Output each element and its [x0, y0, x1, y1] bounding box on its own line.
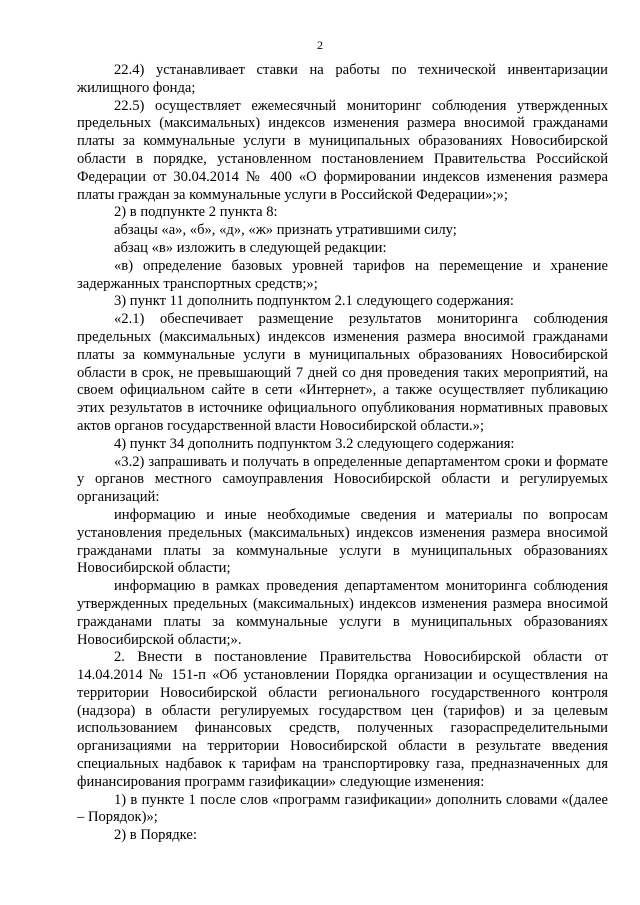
paragraph: 3) пункт 11 дополнить подпунктом 2.1 следующего содержания: — [114, 293, 514, 310]
paragraph: 22.4) устанавливает ставки на работы по технической инвентаризации жилищного фонда; — [77, 62, 608, 96]
paragraph: 4) пункт 34 дополнить подпунктом 3.2 следующего содержания: — [114, 435, 515, 452]
paragraph: информацию в рамках проведения департаментом мониторинга соблюдения утвержденных предельных (максимальных) индексов изменения размера вносимой гражданами платы за коммунальные услуги в муниципальных образованиях Новосибирской области;». — [77, 578, 608, 648]
paragraph: 1) в пункте 1 после слов «программ газификации» дополнить словами «(далее – Порядок)»; — [77, 791, 608, 826]
paragraph: абзацы «а», «б», «д», «ж» признать утратившими силу; — [114, 222, 457, 239]
paragraph: «в) определение базовых уровней тарифов на перемещение и хранение задержанных транспортных средств;»; — [77, 257, 608, 292]
page-number: 2 — [317, 38, 323, 52]
paragraph: 22.5) осуществляет ежемесячный мониторинг соблюдения утвержденных предельных (максимальных) индексов изменения размера вносимой гражданами платы за коммунальные услуги в муниципальных образованиях Новосибирской области в порядке, установленном постановлением Правительства Российской Федерации от 30.04.2014 № 400 «О формировании индексов изменения размера платы граждан за коммунальные услуги в Российской Федерации»;»; — [77, 97, 608, 203]
paragraph: 2) в подпункте 2 пункта 8: — [114, 204, 278, 221]
paragraph: информацию и иные необходимые сведения и материалы по вопросам установления предельных (максимальных) индексов изменения размера вносимой гражданами платы за коммунальные услуги в муниципальных образованиях Новосибирской области; — [77, 506, 608, 577]
paragraph: абзац «в» изложить в следующей редакции: — [114, 239, 387, 256]
document-body — [77, 62, 608, 845]
paragraph: 2) в Порядке: — [114, 827, 197, 844]
paragraph: «3.2) запрашивать и получать в определенные департаментом сроки и формате у органов местного самоуправления Новосибирской области и регулируемых организаций: — [77, 453, 608, 506]
paragraph: «2.1) обеспечивает размещение результатов мониторинга соблюдения предельных (максимальных) индексов изменения размера вносимой гражданами платы за коммунальные услуги в муниципальных образованиях Новосибирской области в срок, не превышающий 7 дней со дня проведения таких мероприятий, на своем официальном сайте в сети «Интернет», а также осуществляет публикацию этих результатов в источнике официального опубликования нормативных правовых актов органов государственной власти Новосибирской области.»; — [77, 311, 608, 434]
paragraph: 2. Внести в постановление Правительства Новосибирской области от 14.04.2014 № 151-п «Об установлении Порядка организации и осуществления на территории Новосибирской области регионального государственного контроля (надзора) в области регулируемых государством цен (тарифов) и за целевым использованием финансовых средств, полученных газораспределительными организациями на территории Новосибирской области в результате введения специальных надбавок к тарифам на транспортировку газа, предназначенных для финансирования программ газификации» следующие изменения: — [77, 649, 608, 790]
